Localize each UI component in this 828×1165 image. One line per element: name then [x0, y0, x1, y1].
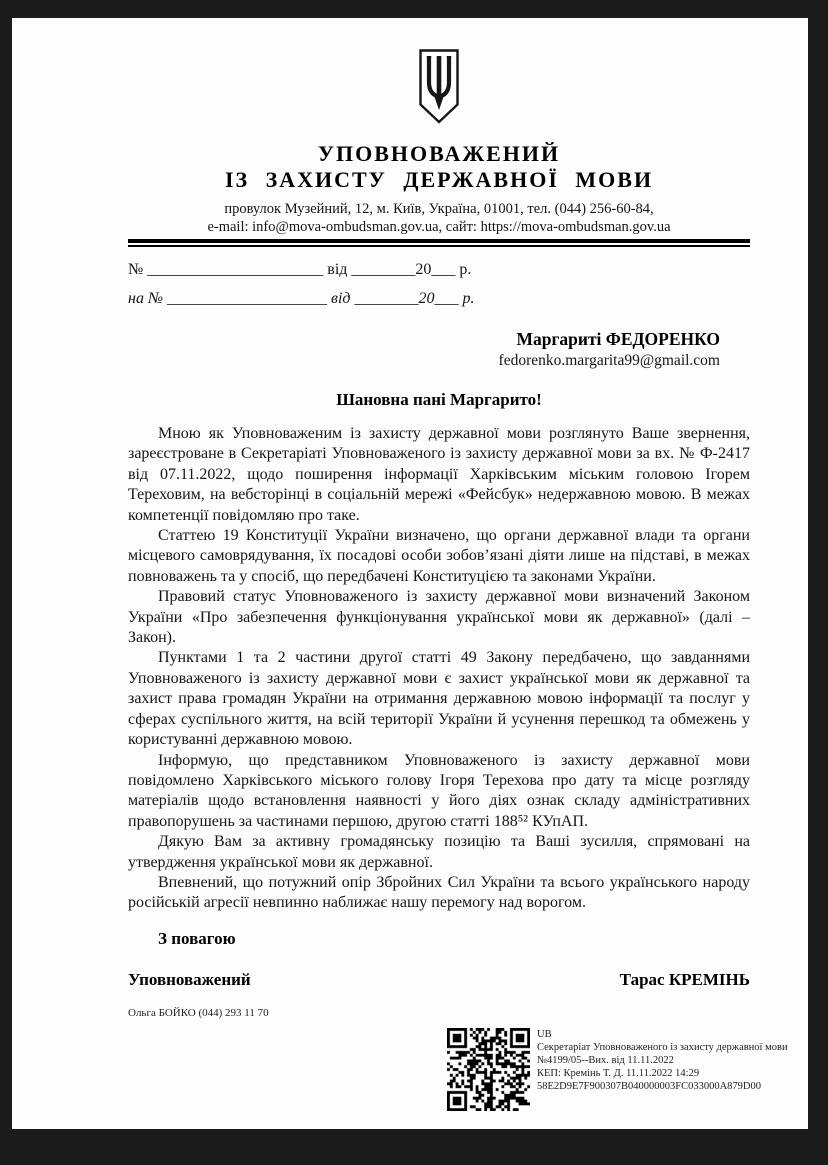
stamp-signature-info: КЕП: Кремінь Т. Д. 11.11.2022 14:29	[537, 1068, 700, 1079]
reference-number-line: № ______________________ від ________20___ р.	[128, 261, 472, 278]
paragraph: Мною як Уповноваженим із захисту державної мови розглянуто Ваше звернення, зареєстроване в Секретаріаті Уповноваженого із захисту державної мови за вх. № Ф-2417 від 07.11.2022, щодо поширення інформації Харківським міським головою Ігорем Тереховим, на вебсторінці в соціальній мережі «Фейсбук» недержавною мовою. В межах компетенції повідомляю про таке.	[128, 425, 750, 524]
closing-regards: З повагою	[158, 928, 236, 948]
emblem-container	[128, 48, 750, 125]
executor-contact: Ольга БОЙКО (044) 293 11 70	[128, 1006, 269, 1019]
letter-body	[128, 424, 750, 914]
org-name-line2: ІЗ ЗАХИСТУ ДЕРЖАВНОЇ МОВИ	[224, 167, 654, 192]
recipient-email: fedorenko.margarita99@gmail.com	[498, 352, 720, 369]
paragraph: Дякую Вам за активну громадянську позицію та Ваші зусилля, спрямовані на утвердження української мови як державної.	[128, 833, 750, 871]
paragraph: Інформую, що представником Уповноваженого із захисту державної мови повідомлено Харківського міського голову Ігоря Терехова про дату та місце розгляду матеріалів щодо встановлення наявності у його діях ознак складу адміністративних правопорушень за частинами першою, другою статті 188⁵² КУпАП.	[128, 751, 750, 830]
paragraph: Пунктами 1 та 2 частини другої статті 49 Закону передбачено, що завданнями Уповноваженого із захисту державної мови є захист української мови як державної та захист права громадян України на отримання державною мовою інформації та послуг у сферах суспільного життя, на всій території України й усунення перешкод та обмежень у користуванні державною мовою.	[128, 649, 750, 749]
digital-signature-stamp	[447, 1028, 788, 1111]
paragraph: Впевнений, що потужний опір Збройних Сил України та всього українського народу російській агресії невпинно наближає нашу перемогу над ворогом.	[128, 873, 750, 912]
org-name-line1: УПОВНОВАЖЕНИЙ	[317, 141, 561, 166]
reference-reply-line: на № ____________________ від ________20___ р.	[128, 290, 475, 307]
letter-content	[128, 48, 750, 1020]
paragraph: Правовий статус Уповноваженого із захисту державної мови визначений Законом України «Про забезпечення функціонування української мови як державної» (далі – Закон).	[128, 588, 750, 647]
stamp-doc-number: №4199/05--Вих. від 11.11.2022	[537, 1055, 674, 1066]
signer-name: Тарас КРЕМІНЬ	[619, 969, 750, 989]
paragraph: Статтею 19 Конституції України визначено, що органи державної влади та органи місцевого самоврядування, їх посадові особи зобов’язані діяти лише на підставі, в межах повноважень та у спосіб, що передбачені Конституцією та законами України.	[128, 527, 750, 585]
salutation: Шановна пані Маргарито!	[336, 390, 542, 409]
stamp-text-block	[537, 1028, 788, 1093]
signer-position: Уповноважений	[128, 969, 251, 989]
recipient-block	[128, 328, 720, 371]
header-divider	[128, 239, 750, 247]
ukraine-trident-emblem	[417, 48, 461, 125]
stamp-org-name: Секретаріат Уповноваженого із захисту державної мови	[537, 1042, 788, 1053]
stamp-org-abbr: UB	[537, 1029, 552, 1040]
recipient-name: Маргариті ФЕДОРЕНКО	[516, 329, 720, 349]
letter-page	[12, 18, 808, 1129]
qr-code	[447, 1028, 530, 1111]
stamp-signature-hash: 58E2D9E7F900307B040000003FC033000A879D00	[537, 1081, 762, 1092]
org-contacts: e-mail: info@mova-ombudsman.gov.ua, сайт: https://mova-ombudsman.gov.ua	[207, 219, 671, 235]
org-address: провулок Музейний, 12, м. Київ, Україна, 01001, тел. (044) 256-60-84,	[224, 201, 654, 217]
signature-row	[128, 969, 750, 991]
